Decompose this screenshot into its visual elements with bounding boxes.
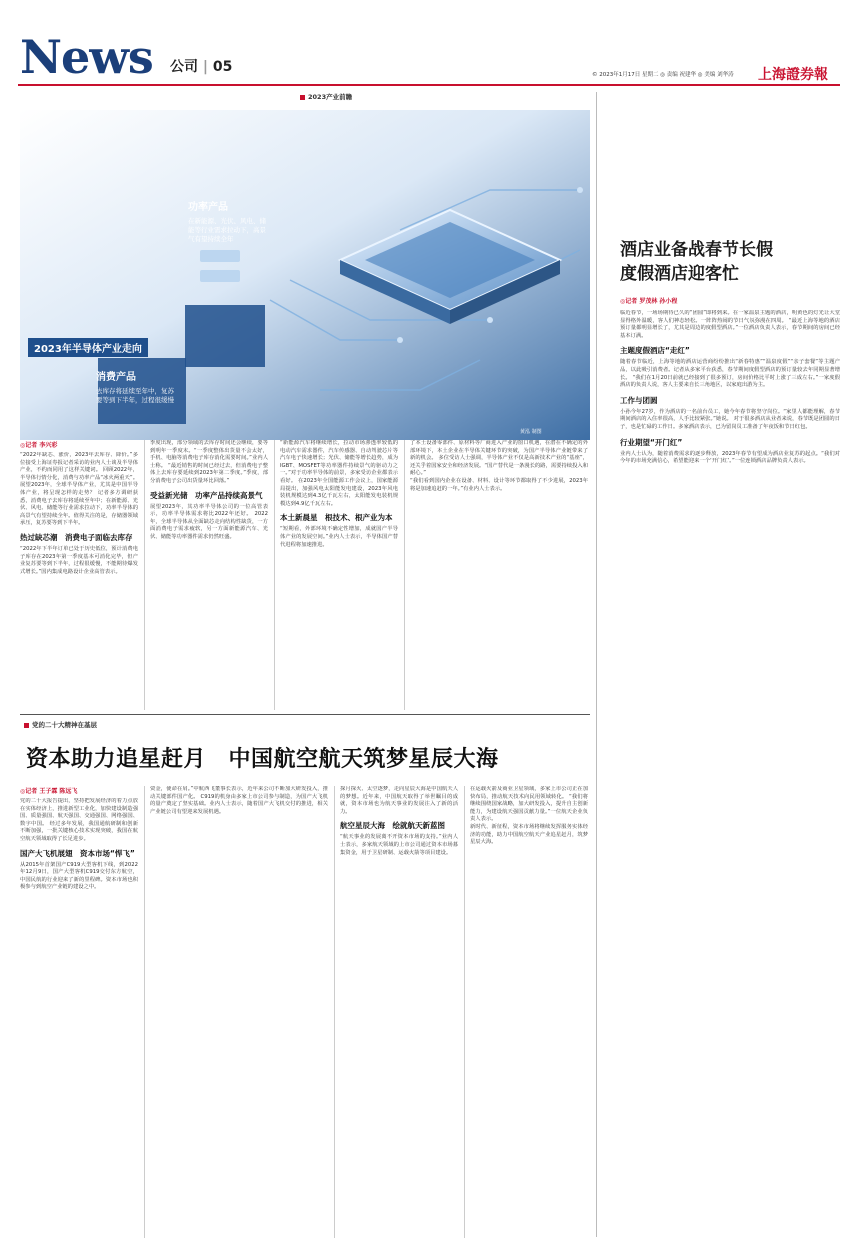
story2-subhead-1: 主题度假酒店“走红” [620, 346, 690, 356]
story2-subhead-2: 工作与团圆 [620, 395, 658, 405]
story2-byline: ◎记者 罗茂林 孙小程 [620, 298, 678, 305]
column-divider [464, 786, 465, 1238]
story1-col3-subhead: 本土新晨星 根技术、根产业为本 [280, 513, 393, 523]
story3-col1-subhead: 国产大飞机展翅 资本市场“悍飞” [20, 848, 135, 858]
power-products-title: 功率产品 [188, 202, 228, 213]
section-label: 公司 | 05 [170, 59, 233, 75]
story3-col3-subhead: 航空星辰大海 绘就航天新蓝图 [340, 821, 445, 831]
story1-tag: 2023产业前瞻 [300, 92, 352, 101]
story1-col2-subhead: 受益新光储 功率产品持续高景气 [150, 490, 263, 500]
story3-col2: 资金，使命在肩。”中航西飞董事长表示，近年来公司不断加大研发投入，推动关键部件国产化。 C919的机身由多家上市公司参与制造，为国产大飞机的量产奠定了坚实基础。业内人士表示，随着国产大飞机交付的推进，相关产业链公司有望迎来发展机遇。 [150, 786, 328, 815]
story2-headline: 酒店业备战春节长假 度假酒店迎客忙 [620, 240, 773, 284]
story3-rule [20, 714, 590, 715]
column-divider [274, 440, 275, 710]
column-divider [404, 440, 405, 710]
story1-col4: 了本土设备零部件、原材料等厂商进入产业的窗口机遇，在潜在不确定的外部环境下，本土企业在半导体关键环节的突破，为国产半导体产业链带来了新的机会。 多位受访人士强调，半导体产业不仅是高新技术产业的“基座”，还关乎着国家安全和经济发展。“国产替代是一条漫长的路，需要持续投入和耐心。” “我们看到国内企业在设备、材料、设计等环节都取得了不少进展，2023年将是加速追赶的一年。”有业内人士表示。 [410, 440, 588, 492]
power-products-box [188, 198, 268, 244]
story3-col3: 探月探火、太空逐梦，走向星辰大海是中国航天人的梦想。近年来，中国航天取得了举世瞩目的成就，资本市场也为航天事业的发展注入了新的活力。 航空星辰大海 绘就航天新蓝图 “航天事业的发展离不开资本市场的支持。”业内人士表示，多家航天领域的上市公司通过资本市场募集资金，用于卫星研制、运载火箭等项目建设。 [340, 786, 458, 856]
power-products-text: 在新能源、光伏、风电、储能等行业需求拉动下，高景气有望持续全年 [188, 217, 266, 243]
story1-byline: ◎记者 李兴彩 [20, 442, 58, 449]
consumer-products-title: 消费产品 [96, 372, 136, 383]
story3-headline: 资本助力追星赶月 中国航空航天筑梦星辰大海 [26, 746, 499, 772]
column-divider [144, 440, 145, 710]
brand-logo: News [20, 30, 153, 84]
dateline: © 2023年1月17日 星期二 ◎ 责编 祝建华 ◎ 美编 刘华涛 [592, 72, 734, 78]
story1-col2: 季度出现，部分领域的去库存时间还会继续，要等到明年一季度末。“一季度整体出货量不会太好，手机、电脑等消费电子库存消化需要时间。”业内人士称。 “最近销售的时间已经过去，但消费电子整体上去库存要延续到2023年第二季度。”季度，部分消费电子公司出货量环比回落。” 受益新光储 功率产品持续高景气 展望2023年，其功率半导体公司的一位高管表示，功率半导体需求将比2022年还好。 2022年，全球半导体从全面缺芯走向结构性缺货，一方面消费电子需求疲软，另一方面新能源汽车、光伏、储能等功率器件需求仍然旺盛。 [150, 440, 268, 540]
story2-body: 临近春节，一场场期待已久的“团圆”即将到来。在一家温泉主题的酒店，明黄色的灯光让大堂显得格外温暖，客人们神态轻松。一阵阵热闹的节日气氛弥漫在四周。 “最近上海等地的酒店预订量都明显增长了，尤其是周边的度假型酒店。”一位酒店负责人表示，春节期间的房间已经基本订满。 主题度假酒店“走红” 随着春节临近，上海等地的酒店运营商纷纷推出“新春特惠”“温泉度假”“亲子套餐”等主题产品，以此吸引消费者。记者从多家平台获悉，春节期间度假型酒店的预订量较去年同期显著增长。 “我们在1月20日前就已经接到了很多预订，房间价格比平时上涨了三成左右。”一家度假酒店的负责人说，客人主要来自长三角地区，以家庭出游为主。 工作与团圆 小孙今年27岁，作为酒店的一名前台员工，她今年春节将坚守岗位。“家里人都能理解，春节期间酒店的入住率很高，人手比较紧张。”她说。 对于很多酒店从业者来说，春节既是团圆的日子，也是忙碌的工作日。多家酒店表示，已为留岗员工准备了年夜饭和节日红包。 行业期望“开门红” 业内人士认为，随着消费需求的逐步释放，2023年春节有望成为酒店业复苏的起点。“我们对今年的市场充满信心，希望能迎来一个‘开门红’。”一位连锁酒店品牌负责人表示。 [620, 310, 840, 465]
story3-byline: ◎记者 王子霖 陈远飞 [20, 788, 78, 795]
story1-col1-subhead: 热过缺芯潮 消费电子面临去库存 [20, 532, 133, 542]
story1-col1: “2022年缺芯、涨价，2023年去库存、降价。”多位接受上海证券报记者采访的业内人士谈及半导体产业，不约而同用了这样关键词。 回顾2022年，半导体行情分化，消费与功率产品“冰火两重天”。展望2023年，全球半导体产业，尤其是中国半导体产业，将呈现怎样的走势？ 记者多方调研获悉，消费电子去库存将延续至年中；在新能源、光伏、风电、储能等行业需求拉动下，功率半导体的高景气有望持续全年。值得关注的是，存储器领域承压，复苏要等到下半年。 热过缺芯潮 消费电子面临去库存 “2022年下半年订单已处于历史低位，预计消费电子库存在2023年第一季度基本可消化完毕，但产业复苏要等到下半年，过程很缓慢，不能期待爆发式增长。”国内集成电路设计企业高管表示。 [20, 452, 138, 575]
column-divider [144, 786, 145, 1238]
header-rule [18, 84, 840, 86]
illustration-title: 2023年半导体产业走向 [28, 338, 148, 357]
story3-col1: 党的二十大报告提出，坚持把发展经济的着力点放在实体经济上，推进新型工业化，加快建设制造强国、质量强国、航天强国、交通强国、网络强国、数字中国。 经过多年发展，我国通航研制和创新不断加强，一批关键核心技术实现突破，我国在航空航天领域取得了长足进步。 国产大飞机展翅 资本市场“悍飞” 从2015年首架国产C919大型客机下线，到2022年12月9日，国产大型客机C919交付东方航空，中国民航的行业迎来了新的里程碑。资本市场也积极参与到航空产业链的建设之中。 [20, 798, 138, 891]
story3-col4: 在运载火箭及商业卫星领域，多家上市公司正在加快布局，推动航天技术向民用领域转化。 “我们将继续围绕国家战略，加大研发投入，提升自主创新能力，为建设航天强国贡献力量。”一位航天企业负责人表示。 新时代、新征程，资本市场将继续发挥服务实体经济的功能，助力中国航空航天产业追星赶月，筑梦星辰大海。 [470, 786, 588, 846]
illustration-credit: 黄泓 制图 [520, 429, 542, 435]
story2-subhead-3: 行业期望“开门红” [620, 437, 683, 447]
story1-col3: “新能源汽车将继续增长，拉动市场渗透率较低的电动汽车需求器件，汽车传感器、自动驾驶芯片等汽车电子快速增长；光伏、储能等增长趋势，成为IGBT、MOSFET等功率器件持续景气的驱动力之一。”对于功率半导体的前景，多家受访企业都表示看好。 在2023年全国能源工作会议上，国家能源局提出，加强风电太阳能发电建设，2023年风电装机规模达到4.3亿千瓦左右，太阳能发电装机规模达到4.9亿千瓦左右。 本土新晨星 根技术、根产业为本 “短期看，外部环境不确定性增加，成就国产半导体产业的发展空间。”业内人士表示，半导体国产替代进程将加速推进。 [280, 440, 398, 548]
column-divider [334, 786, 335, 1238]
right-column-divider [596, 92, 597, 1237]
masthead: 上海證券報 [758, 67, 828, 83]
consumer-products-text: 去库存将延续至年中，复苏要等到下半年，过程很缓慢 [96, 387, 174, 404]
story3-tag: 党的二十大精神在基层 [24, 720, 97, 729]
consumer-products-box [96, 368, 176, 405]
